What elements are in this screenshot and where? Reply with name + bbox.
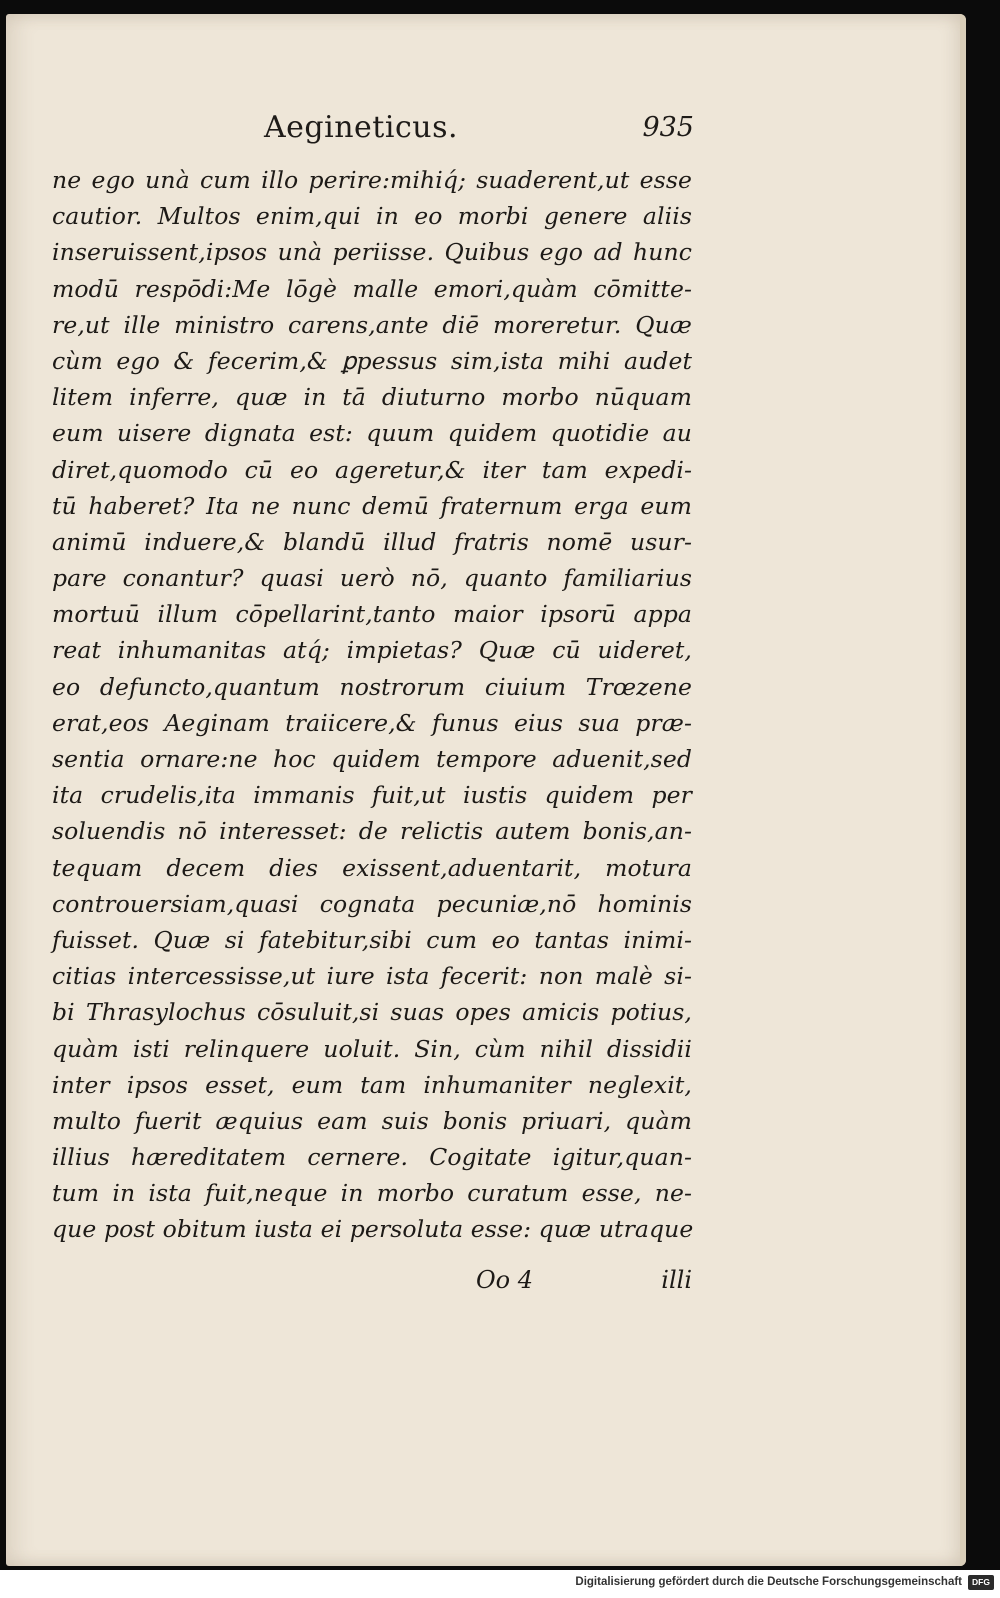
text-line: animū induere,& blandū illud fratris nomē usur- — [52, 527, 692, 556]
text-line: sentia ornare:ne hoc quidem tempore aduenit,sed — [52, 745, 692, 773]
text-line: litem inferre, quæ in tā diuturno morbo nūquam — [52, 383, 692, 412]
dfg-logo-icon: DFG — [968, 1575, 994, 1590]
page-edge — [960, 14, 966, 1566]
text-line: soluendis nō interesset: de relictis autem bonis,an- — [52, 817, 692, 846]
text-line: ne ego unà cum illo perire:mihiq́; suaderent,ut esse — [52, 166, 692, 194]
text-line: controuersiam,quasi cognata pecuniæ,nō hominis — [52, 889, 692, 918]
footer-bar — [0, 1570, 1000, 1598]
text-line: ita crudelis,ita immanis fuit,ut iustis quidem per — [52, 781, 692, 810]
text-line: illius hæreditatem cernere. Cogitate igitur,quan- — [52, 1143, 692, 1172]
text-line: inter ipsos esset, eum tam inhumaniter neglexit, — [52, 1070, 692, 1099]
text-line: reat inhumanitas atq́; impietas? Quæ cū uideret, — [52, 636, 692, 665]
text-line: tum in ista fuit,neque in morbo curatum esse, ne- — [52, 1179, 692, 1208]
text-line: inseruissent,ipsos unà periisse. Quibus ego ad hunc — [52, 238, 692, 267]
book-page — [6, 14, 966, 1566]
text-line: cùm ego & fecerim,& ꝑpessus sim,ista mihi audet — [52, 346, 692, 375]
text-line: cautior. Multos enim,qui in eo morbi genere aliis — [52, 202, 692, 231]
running-head — [54, 110, 694, 154]
text-line: mortuū illum cōpellarint,tanto maior ipsorū appa — [52, 600, 692, 629]
text-line: re,ut ille ministro carens,ante diē moreretur. Quæ — [52, 310, 692, 339]
body-text — [52, 162, 692, 1248]
catchword: illi — [661, 1266, 692, 1294]
text-line: eum uisere dignata est: quum quidem quotidie au — [52, 419, 692, 448]
text-line: citias intercessisse,ut iure ista fecerit: non malè si- — [52, 962, 692, 991]
text-line: fuisset. Quæ si fatebitur,sibi cum eo tantas inimi- — [52, 925, 692, 954]
text-line: modū respōdi:Me lōgè malle emori,quàm cōmitte- — [52, 274, 692, 303]
signature-mark: Oo 4 — [476, 1266, 534, 1294]
text-line: tequam decem dies exissent,aduentarit, motura — [52, 853, 692, 882]
text-line: que post obitum iusta ei persoluta esse: quæ utraque — [52, 1215, 694, 1244]
text-line: pare conantur? quasi uerò nō, quanto familiarius — [52, 564, 692, 593]
text-line: erat,eos Aeginam traiicere,& funus eius sua præ- — [52, 708, 692, 737]
funding-credit: Digitalisierung gefördert durch die Deutsche Forschungsgemeinschaft — [575, 1576, 962, 1588]
signature-line — [476, 1266, 692, 1300]
text-line: bi Thrasylochus cōsuluit,si suas opes amicis potius, — [52, 998, 692, 1027]
text-line: quàm isti relinquere uoluit. Sin, cùm nihil dissidii — [52, 1034, 692, 1063]
text-line: diret,quomodo cū eo ageretur,& iter tam expedi- — [52, 455, 692, 484]
text-line: eo defuncto,quantum nostrorum ciuium Trœzene — [52, 672, 692, 701]
page-number: 935 — [642, 112, 694, 143]
text-line: tū haberet? Ita ne nunc demū fraternum erga eum — [52, 491, 692, 520]
text-line: multo fuerit æquius eam suis bonis priuari, quàm — [52, 1106, 692, 1135]
running-title: Aegineticus. — [264, 110, 458, 145]
